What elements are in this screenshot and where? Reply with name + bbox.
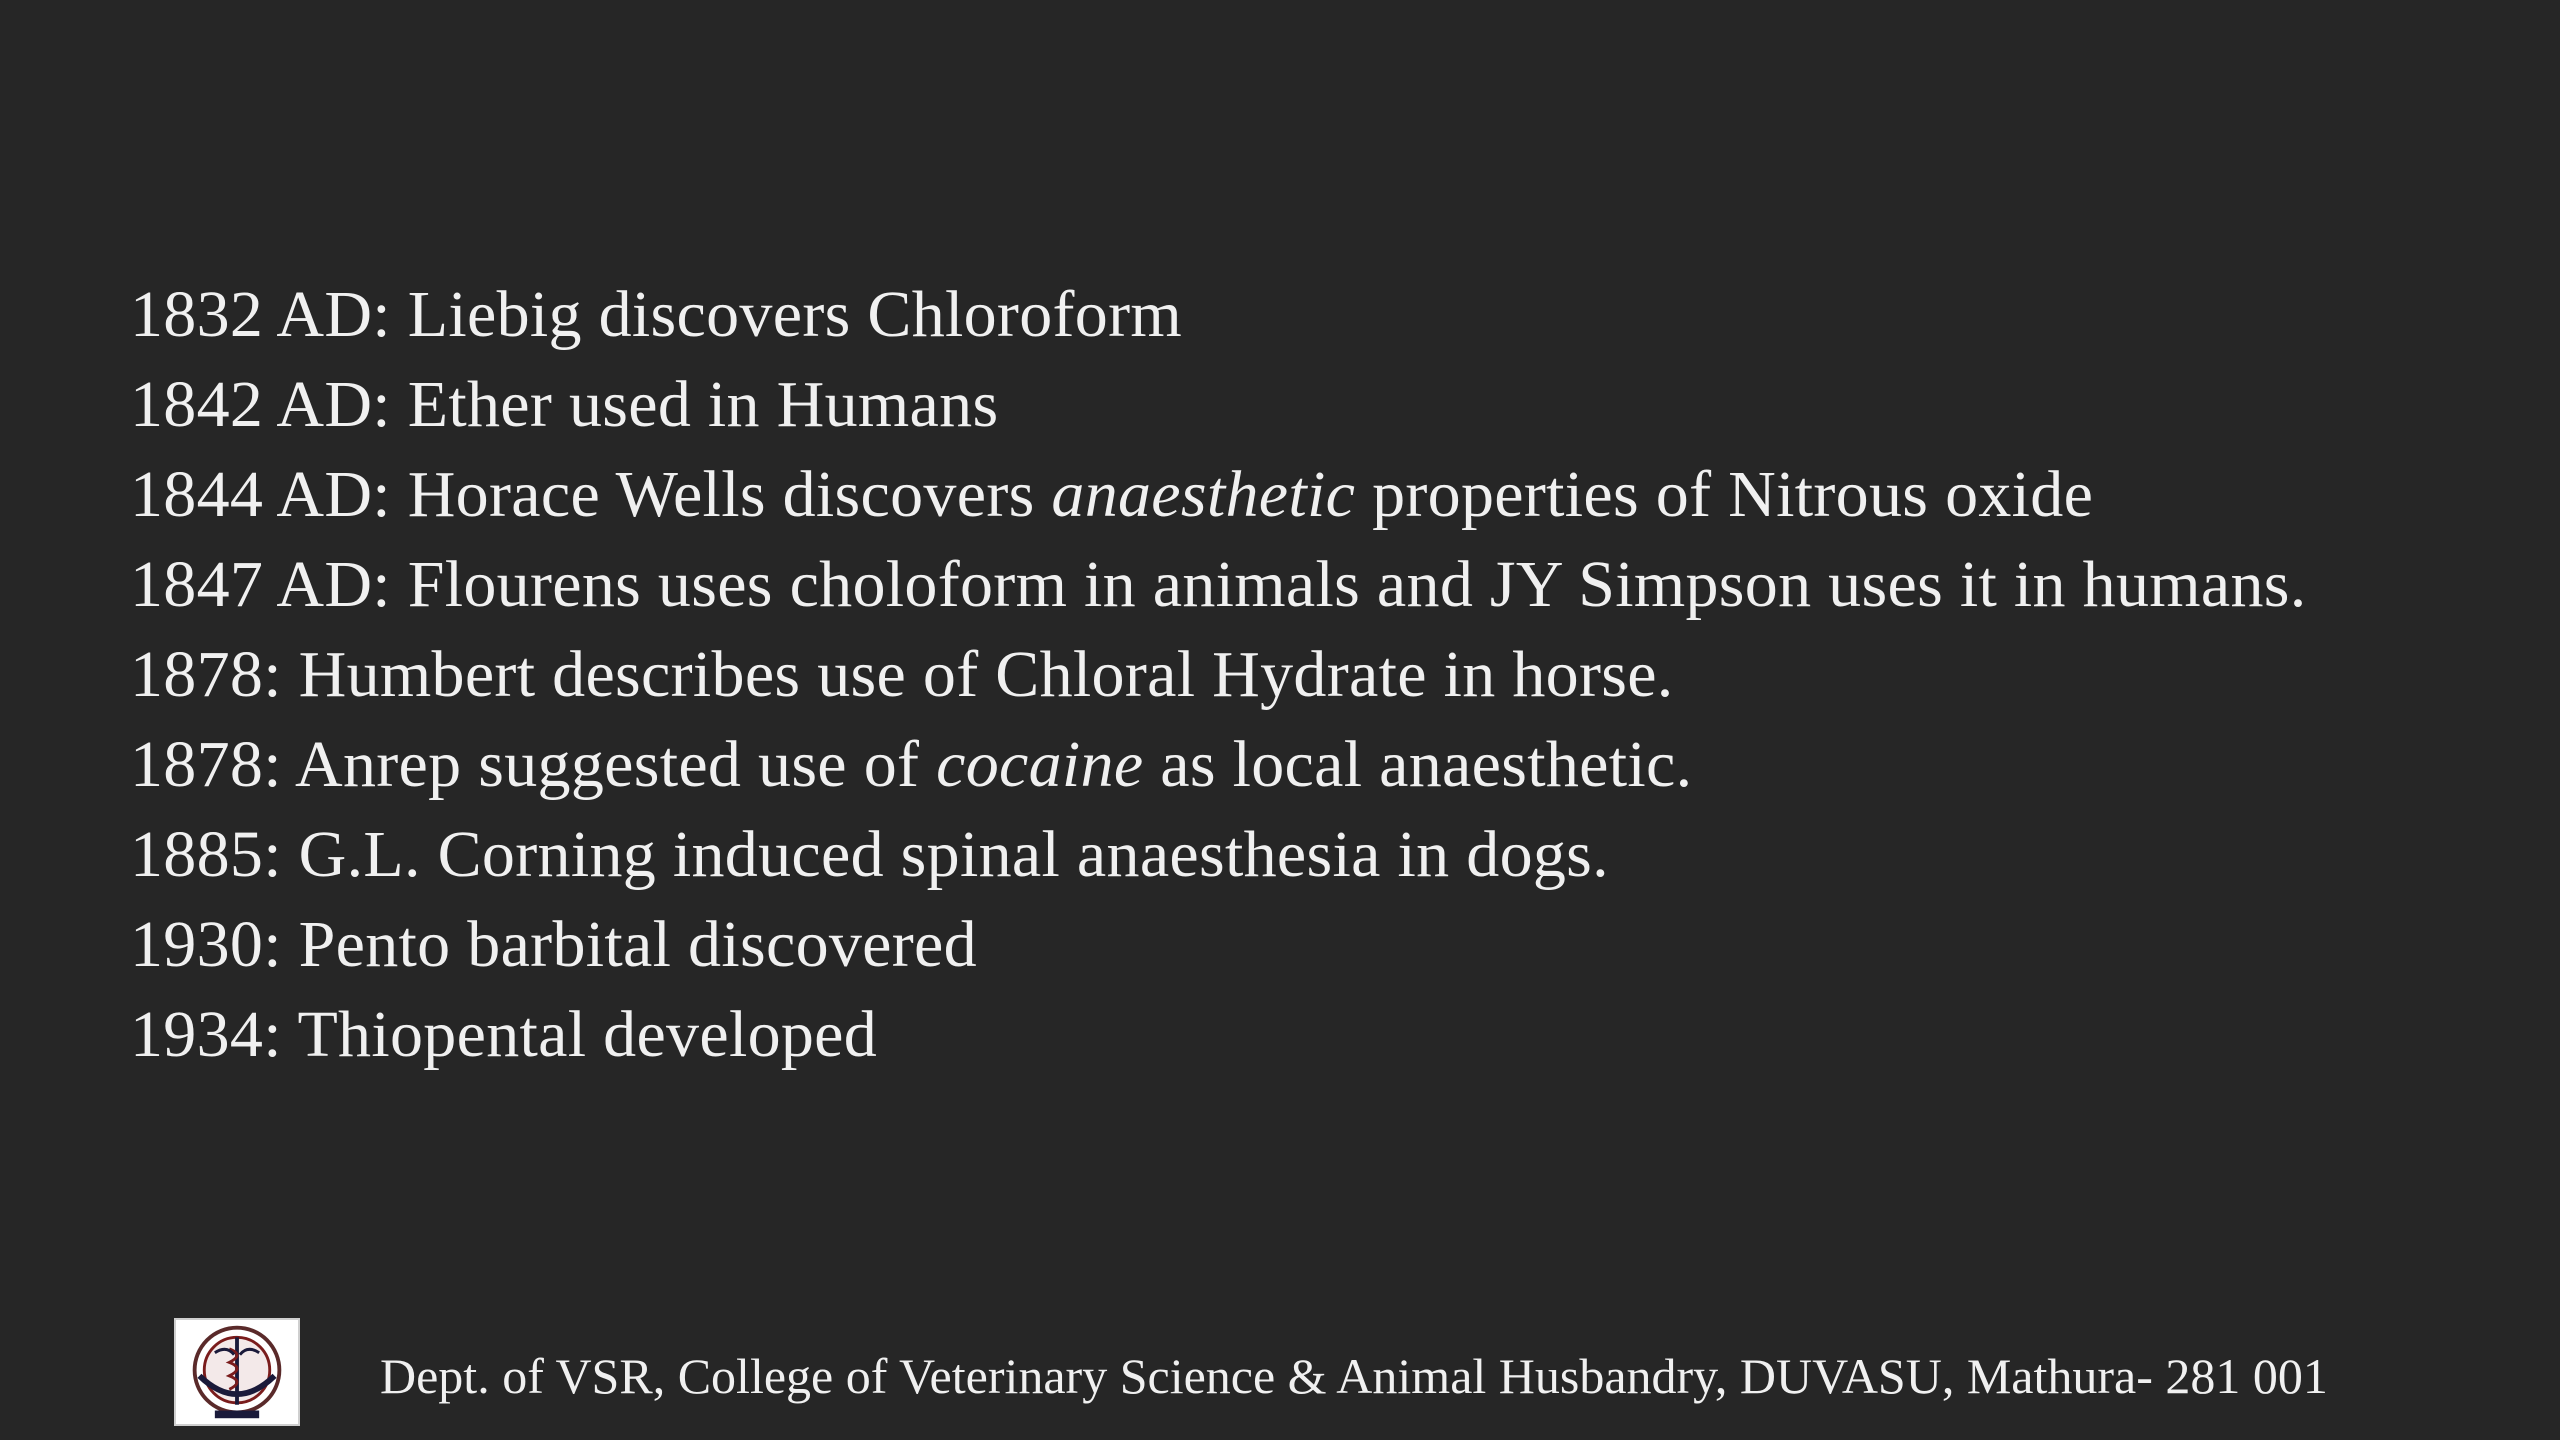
emphasis-text: cocaine (936, 728, 1144, 801)
timeline-item (130, 630, 2430, 720)
slide-footer (0, 1310, 2560, 1430)
footer-text: Dept. of VSR, College of Veterinary Science & Animal Husbandry, DUVASU, Mathura- 281 001 (380, 1348, 2328, 1404)
timeline-item (130, 540, 2430, 630)
timeline-text: 1930: Pento barbital discovered (130, 908, 977, 981)
timeline-item (130, 900, 2430, 990)
emblem-graphic (176, 1320, 298, 1424)
timeline-item (130, 360, 2430, 450)
emphasis-text: anaesthetic (1051, 458, 1356, 531)
timeline-item (130, 270, 2430, 360)
timeline-item (130, 450, 2430, 540)
timeline-item (130, 810, 2430, 900)
timeline-text: properties of Nitrous oxide (1355, 458, 2094, 531)
timeline-text: 1934: Thiopental developed (130, 998, 878, 1071)
timeline-text: 1847 AD: Flourens uses choloform in animals and JY Simpson uses it in humans. (130, 548, 2307, 621)
timeline-text: 1842 AD: Ether used in Humans (130, 368, 999, 441)
timeline-text: 1878: Anrep suggested use of (130, 728, 937, 801)
timeline-text: 1844 AD: Horace Wells discovers (130, 458, 1052, 531)
timeline-text: as local anaesthetic. (1143, 728, 1693, 801)
timeline-item (130, 990, 2430, 1080)
timeline-text: 1885: G.L. Corning induced spinal anaesthesia in dogs. (130, 818, 1609, 891)
college-emblem-icon (174, 1318, 300, 1426)
timeline-text: 1832 AD: Liebig discovers Chloroform (130, 278, 1183, 351)
timeline-item (130, 720, 2430, 810)
timeline-list (130, 270, 2430, 1080)
timeline-text: 1878: Humbert describes use of Chloral Hydrate in horse. (130, 638, 1674, 711)
